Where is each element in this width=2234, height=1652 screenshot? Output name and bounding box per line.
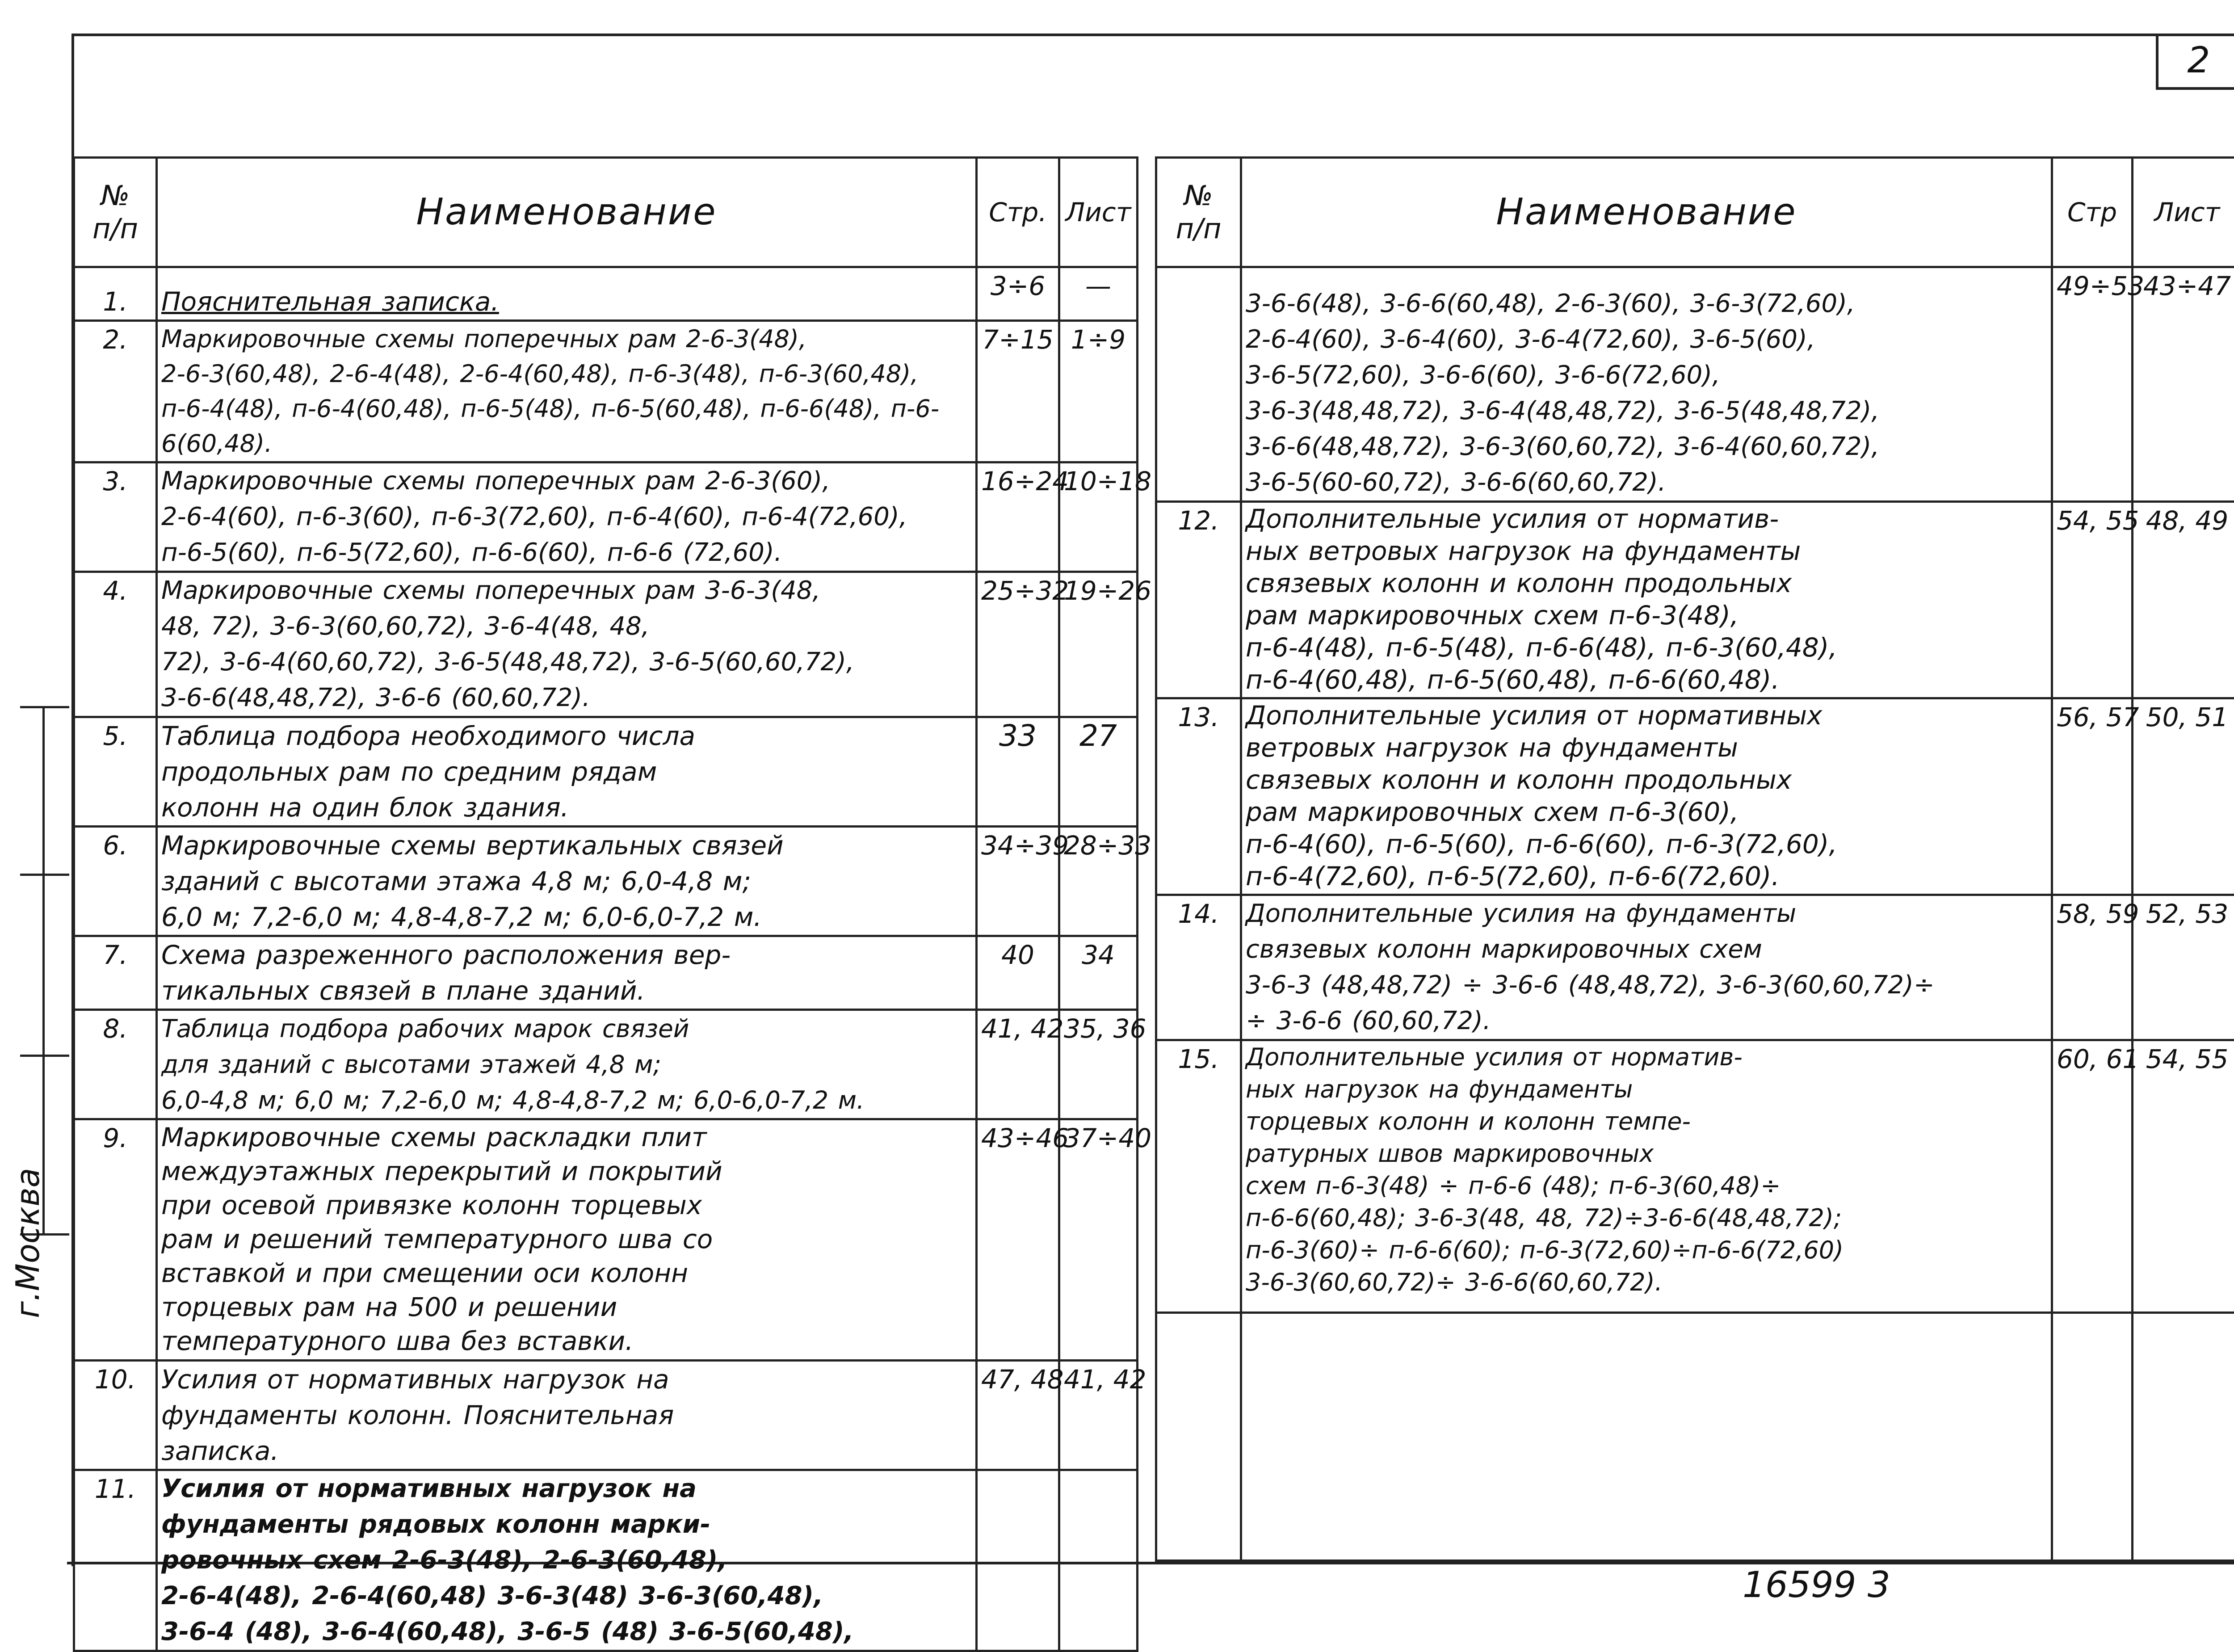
- row-num: 14.: [1156, 895, 1241, 1040]
- table-row: [74, 717, 1138, 827]
- table-header-row: [74, 158, 1138, 267]
- document-number: 16599 3: [1743, 1564, 1890, 1606]
- row-sheet: 10÷18: [1059, 462, 1138, 572]
- row-name: Дополнительные усилия от норматив- ных ветровых нагрузок на фундаменты связевых колонн и колонн продольных рам маркировочных схем п-6-3(48), п-6-4(48), п-6-5(48), п-6-6(48), п-6-3(60,48), п-6-4(60,48), п-6-5(60,48), п-6-6(60,48).: [1241, 502, 2052, 698]
- row-sheet: 54, 55: [2133, 1040, 2234, 1313]
- table-row: [1156, 267, 2234, 502]
- row-num: 1.: [74, 267, 157, 321]
- row-name: Таблица подбора необходимого числа продольных рам по средним рядам колонн на один блок здания.: [157, 717, 977, 827]
- row-name: 3-6-6(48), 3-6-6(60,48), 2-6-3(60), 3-6-3(72,60), 2-6-4(60), 3-6-4(60), 3-6-4(72,60), 3-6-5(60), 3-6-5(72,60), 3-6-6(60), 3-6-6(72,60), 3-6-3(48,48,72), 3-6-4(48,48,72), 3-6-5(48,48,72), 3-6-6(48,48,72), 3-6-3(60,60,72), 3-6-4(60,60,72), 3-6-5(60-60,72), 3-6-6(60,60,72).: [1241, 267, 2052, 502]
- row-page: 60, 61: [2052, 1040, 2133, 1313]
- contents-table-left: [73, 156, 1138, 1652]
- row-page: 40: [977, 936, 1059, 1010]
- header-num: № п/п: [1156, 158, 1241, 267]
- row-page: 7÷15: [977, 321, 1059, 462]
- margin-tick: [20, 706, 69, 708]
- frame-top-border: [71, 34, 2234, 36]
- row-page: 47, 48: [977, 1361, 1059, 1470]
- row-num: 6.: [74, 827, 157, 936]
- row-num: 12.: [1156, 502, 1241, 698]
- empty-cell: [1156, 1313, 1241, 1561]
- row-num: 2.: [74, 321, 157, 462]
- row-name: Дополнительные усилия на фундаменты связевых колонн маркировочных схем 3-6-3 (48,48,72) ÷ 3-6-6 (48,48,72), 3-6-3(60,60,72)÷ ÷ 3-6-6 (60,60,72).: [1241, 895, 2052, 1040]
- table-row: [74, 462, 1138, 572]
- row-name: Усилия от нормативных нагрузок на фундаменты рядовых колонн марки- ровочных схем 2-6-3(48), 2-6-3(60,48), 2-6-4(48), 2-6-4(60,48) 3-6-3(48) 3-6-3(60,48), 3-6-4 (48), 3-6-4(60,48), 3-6-5 (48) 3-6-5(60,48),: [157, 1470, 977, 1651]
- row-name: Маркировочные схемы поперечных рам 3-6-3(48, 48, 72), 3-6-3(60,60,72), 3-6-4(48, 48, 72), 3-6-4(60,60,72), 3-6-5(48,48,72), 3-6-5(60,60,72), 3-6-6(48,48,72), 3-6-6 (60,60,72).: [157, 572, 977, 717]
- table-header-row: [1156, 158, 2234, 267]
- row-sheet: 19÷26: [1059, 572, 1138, 717]
- row-name: Маркировочные схемы раскладки плит междуэтажных перекрытий и покрытий при осевой привязке колонн торцевых рам и решений температурного шва со вставкой и при смещении оси колонн торцевых рам на 500 и решении температурного шва без вставки.: [157, 1119, 977, 1361]
- table-row: [74, 1470, 1138, 1651]
- contents-table-right: [1155, 156, 2234, 1562]
- table-row: [74, 1361, 1138, 1470]
- margin-stamp-line: [42, 706, 45, 1233]
- row-page: 25÷32: [977, 572, 1059, 717]
- row-sheet: [1059, 1470, 1138, 1651]
- margin-tick: [20, 874, 69, 876]
- header-page: Стр: [2052, 158, 2133, 267]
- table-row: [74, 321, 1138, 462]
- row-page: 3÷6: [977, 267, 1059, 321]
- row-num: 4.: [74, 572, 157, 717]
- row-sheet: 37÷40: [1059, 1119, 1138, 1361]
- table-row: [74, 827, 1138, 936]
- table-row: [74, 572, 1138, 717]
- row-num: 3.: [74, 462, 157, 572]
- table-row-empty: [1156, 1313, 2234, 1561]
- row-sheet: 41, 42: [1059, 1361, 1138, 1470]
- table-row: [74, 1119, 1138, 1361]
- row-num: 9.: [74, 1119, 157, 1361]
- row-sheet: 35, 36: [1059, 1010, 1138, 1119]
- table-row: [74, 1010, 1138, 1119]
- header-name: Наименование: [157, 158, 977, 267]
- table-row: [1156, 698, 2234, 895]
- row-sheet: 43÷47: [2133, 267, 2234, 502]
- row-page: 49÷53: [2052, 267, 2133, 502]
- row-page: 33: [977, 717, 1059, 827]
- empty-cell: [1241, 1313, 2052, 1561]
- row-sheet: 1÷9: [1059, 321, 1138, 462]
- row-page: 41, 42: [977, 1010, 1059, 1119]
- row-page: 58, 59: [2052, 895, 2133, 1040]
- header-name: Наименование: [1241, 158, 2052, 267]
- row-num: 5.: [74, 717, 157, 827]
- row-page: 54, 55: [2052, 502, 2133, 698]
- row-name: Дополнительные усилия от нормативных ветровых нагрузок на фундаменты связевых колонн и колонн продольных рам маркировочных схем п-6-3(60), п-6-4(60), п-6-5(60), п-6-6(60), п-6-3(72,60), п-6-4(72,60), п-6-5(72,60), п-6-6(72,60).: [1241, 698, 2052, 895]
- row-sheet: 52, 53: [2133, 895, 2234, 1040]
- row-name: Усилия от нормативных нагрузок на фундаменты колонн. Пояснительная записка.: [157, 1361, 977, 1470]
- table-row: [74, 267, 1138, 321]
- table-row: [1156, 895, 2234, 1040]
- row-sheet: 27: [1059, 717, 1138, 827]
- header-sheet: Лист: [2133, 158, 2234, 267]
- row-name: Пояснительная записка.: [157, 267, 977, 321]
- table-row: [1156, 502, 2234, 698]
- row-name: Маркировочные схемы поперечных рам 2-6-3(60), 2-6-4(60), п-6-3(60), п-6-3(72,60), п-6-4(60), п-6-4(72,60), п-6-5(60), п-6-5(72,60), п-6-6(60), п-6-6 (72,60).: [157, 462, 977, 572]
- row-num: 10.: [74, 1361, 157, 1470]
- empty-cell: [2133, 1313, 2234, 1561]
- empty-cell: [2052, 1313, 2133, 1561]
- margin-tick: [20, 1055, 69, 1057]
- row-name: Маркировочные схемы поперечных рам 2-6-3(48), 2-6-3(60,48), 2-6-4(48), 2-6-4(60,48), п-6-3(48), п-6-3(60,48), п-6-4(48), п-6-4(60,48), п-6-5(48), п-6-5(60,48), п-6-6(48), п-6-6(60,48).: [157, 321, 977, 462]
- row-name: Маркировочные схемы вертикальных связей зданий с высотами этажа 4,8 м; 6,0-4,8 м; 6,0 м; 7,2-6,0 м; 4,8-4,8-7,2 м; 6,0-6,0-7,2 м.: [157, 827, 977, 936]
- row-sheet: 34: [1059, 936, 1138, 1010]
- row-sheet: 28÷33: [1059, 827, 1138, 936]
- row-page: 16÷24: [977, 462, 1059, 572]
- row-num: 15.: [1156, 1040, 1241, 1313]
- table-row: [74, 936, 1138, 1010]
- city-stamp: г.Москва: [9, 1202, 54, 1318]
- header-sheet: Лист: [1059, 158, 1138, 267]
- sheet-number: 2: [2156, 34, 2234, 90]
- header-num: № п/п: [74, 158, 157, 267]
- table-row: [1156, 1040, 2234, 1313]
- row-num: 7.: [74, 936, 157, 1010]
- row-sheet: —: [1059, 267, 1138, 321]
- row-name: Таблица подбора рабочих марок связей для зданий с высотами этажей 4,8 м; 6,0-4,8 м; 6,0 м; 7,2-6,0 м; 4,8-4,8-7,2 м; 6,0-6,0-7,2 м.: [157, 1010, 977, 1119]
- row-page: 56, 57: [2052, 698, 2133, 895]
- row-num: [1156, 267, 1241, 502]
- row-name: Схема разреженного расположения вер- тикальных связей в плане зданий.: [157, 936, 977, 1010]
- row-num: 11.: [74, 1470, 157, 1651]
- row-page: [977, 1470, 1059, 1651]
- header-page: Стр.: [977, 158, 1059, 267]
- row-sheet: 50, 51: [2133, 698, 2234, 895]
- row-num: 8.: [74, 1010, 157, 1119]
- row-page: 43÷46: [977, 1119, 1059, 1361]
- row-sheet: 48, 49: [2133, 502, 2234, 698]
- row-page: 34÷39: [977, 827, 1059, 936]
- row-name: Дополнительные усилия от норматив- ных нагрузок на фундаменты торцевых колонн и колонн темпе- ратурных швов маркировочных схем п-6-3(48) ÷ п-6-6 (48); п-6-3(60,48)÷ п-6-6(60,48); 3-6-3(48, 48, 72)÷3-6-6(48,48,72); п-6-3(60)÷ п-6-6(60); п-6-3(72,60)÷п-6-6(72,60) 3-6-3(60,60,72)÷ 3-6-6(60,60,72).: [1241, 1040, 2052, 1313]
- row-num: 13.: [1156, 698, 1241, 895]
